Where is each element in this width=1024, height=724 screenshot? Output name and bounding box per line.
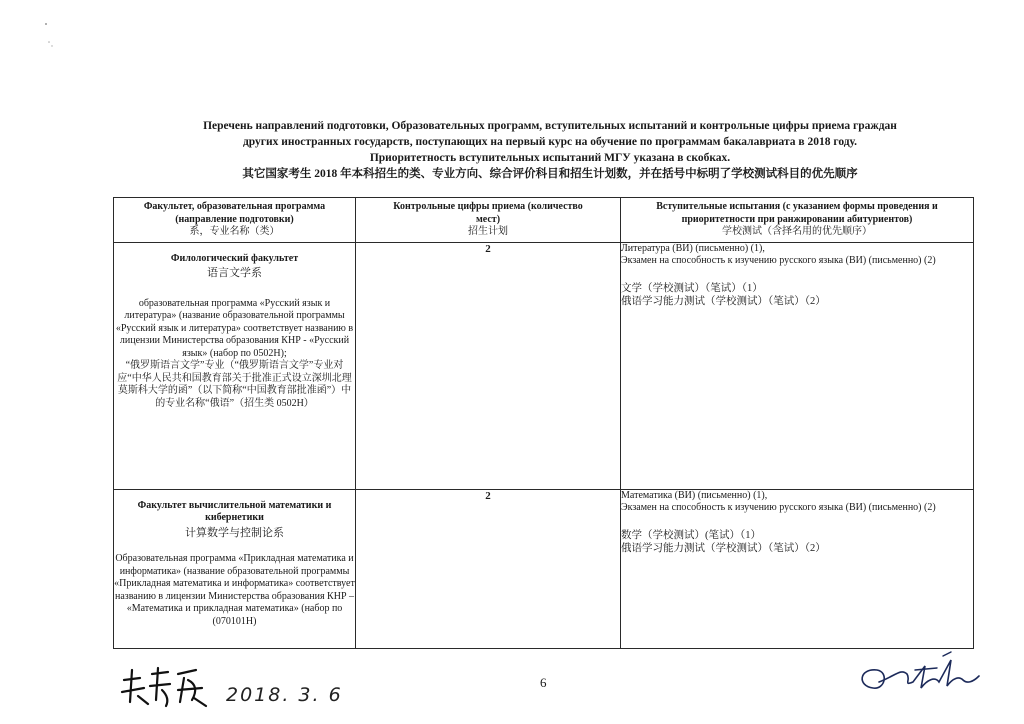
- table-row: [114, 242, 974, 489]
- column-header-exams: [621, 198, 974, 243]
- exam-zh-1: 文学（学校测试）（笔试）（1）: [621, 282, 763, 294]
- title-ru-line2: других иностранных государств, поступающих на первый курс на обучение по программам бакалавриата в 2018 году.: [242, 136, 858, 148]
- column-header-places: [356, 198, 621, 243]
- column-header-zh: 系，专业名称（类）: [189, 226, 280, 237]
- page-number: 6: [540, 675, 547, 690]
- faculty-name: Факультет вычислительной математики и кибернетики: [137, 499, 332, 523]
- column-header-faculty: [114, 198, 356, 243]
- column-header-ru: Факультет, образовательная программа: [143, 201, 326, 212]
- column-header-ru: мест): [475, 213, 501, 225]
- places-cell: 2: [356, 489, 621, 648]
- scan-specks: [40, 18, 60, 58]
- column-header-ru: Вступительные испытания (с указанием формы проведения и: [656, 201, 938, 212]
- exam-zh-1: 数学（学校测试）(笔试）（1）: [621, 529, 761, 541]
- faculty-cell: [114, 242, 356, 489]
- exam-zh-2: 俄语学习能力测试（学校测试）（笔试）（2）: [621, 295, 826, 307]
- faculty-name: Филологический факультет: [170, 252, 299, 264]
- column-header-ru: Контрольные цифры приема (количество: [393, 201, 583, 212]
- exam-ru-1: Математика (ВИ) (письменно) (1),: [621, 489, 768, 501]
- exams-cell: [621, 489, 974, 648]
- faculty-name-zh: 语言文学系: [207, 267, 262, 279]
- column-header-zh: 招生计划: [468, 226, 508, 237]
- faculty-name-zh: 计算数学与控制论系: [185, 526, 284, 539]
- exams-cell: [621, 242, 974, 489]
- column-header-zh: 学校测试（含择名用的优先顺序）: [722, 226, 872, 237]
- exam-ru-1: Литература (ВИ) (письменно) (1),: [621, 242, 765, 254]
- places-cell: 2: [356, 242, 621, 489]
- table-row: [114, 489, 974, 648]
- document-title: [90, 118, 1010, 182]
- handwritten-signature-left: [118, 660, 228, 710]
- exam-zh-2: 俄语学习能力测试（学校测试）（笔试）（2）: [621, 542, 826, 554]
- title-ru-line1: Перечень направлений подготовки, Образовательных программ, вступительных испытаний и контрольные цифры приема граждан: [203, 120, 897, 132]
- title-ru-line3: Приоритетность вступительных испытаний МГУ указана в скобках.: [369, 152, 731, 164]
- handwritten-signature-right: [855, 646, 985, 702]
- title-zh: 其它国家考生 2018 年本科招生的类、专业方向、综合评价科目和招生计划数，并在括号中标明了学校测试科目的优先顺序: [242, 168, 858, 180]
- program-description-zh: “俄罗斯语言文学”专业（“俄罗斯语言文学”专业对应“中华人民共和国教育部关于批准正式设立深圳北理莫斯科大学的函”（以下简称“中国教育部批准函”）中的专业名称“俄语”（招生类 0502H）: [117, 360, 352, 409]
- handwritten-date: 2018. 3. 6: [226, 684, 343, 706]
- admissions-table: [113, 197, 974, 649]
- column-header-ru: (направление подготовки): [175, 213, 294, 225]
- exam-ru-2: Экзамен на способность к изучению русского языка (ВИ) (письменно) (2): [621, 255, 936, 266]
- program-description: образовательная программа «Русский язык и литература» (название образовательной программы «Русский язык и литература» соответствует названию в лицензии Министерства образования КНР - «Русский язык» (набор по 0502H);: [115, 297, 354, 359]
- column-header-ru: приоритетности при ранжировании абитуриентов): [681, 213, 913, 225]
- table-header-row: [114, 198, 974, 243]
- exam-ru-2: Экзамен на способность к изучению русского языка (ВИ) (письменно) (2): [621, 502, 936, 513]
- faculty-cell: [114, 489, 356, 648]
- program-description: Образовательная программа «Прикладная математика и информатика» (название образовательной программы «Прикладная математика и информатика» соответствует названию в лицензии Министерства образования КНР – «Математика и прикладная математика» (набор по (070101H): [114, 553, 355, 627]
